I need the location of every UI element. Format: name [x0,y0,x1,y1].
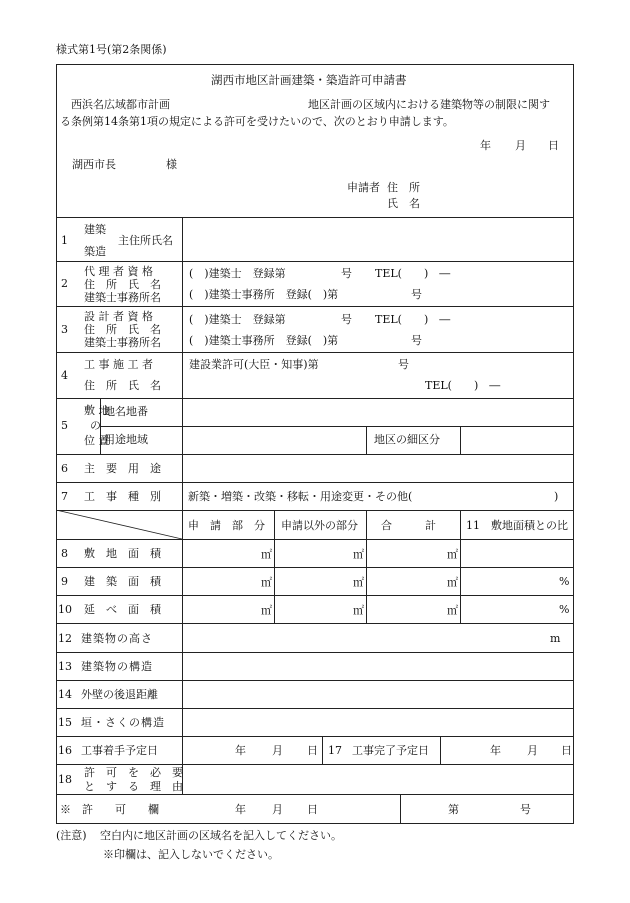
agent-registration-no-suffix: 号 [341,267,352,280]
row3-label-office: 建築士事務所名 [84,336,161,349]
row1-label-structure: 築造 [84,245,106,258]
row2-label-qualification: 代 理 者 資 格 [84,265,153,278]
approval-no-suffix: 号 [520,803,531,816]
end-date-month: 月 [527,744,538,757]
agent-office-no-suffix: 号 [411,288,422,301]
agent-office-registration: ( )建築士事務所 登録( )第 [189,288,339,301]
label-column-divider [182,217,183,794]
applicant-address-label: 住 所 [387,181,420,194]
rule [56,794,574,795]
notes-heading: (注意) [56,829,87,842]
rule [366,426,367,454]
row4-label-contractor: 工 事 施 工 者 [84,358,153,371]
unit-m2: ㎡ [353,576,364,589]
row17-label-end-date: 工事完了予定日 [352,744,429,757]
row-number: 2 [61,277,68,290]
date-year: 年 [480,139,491,152]
unit-percent: % [559,603,570,616]
row18-label-reason-2: と す る 理 由 [84,780,183,793]
work-type-close-paren: ) [554,490,559,503]
row15-label-fence: 垣・さくの構造 [81,716,165,729]
row-number: 10 [58,603,72,616]
col-header-total: 合 計 [381,519,436,532]
rule [56,764,574,765]
row9-label-building-area: 建 築 面 積 [84,575,161,588]
approval-date-month: 月 [272,803,283,816]
form-number: 様式第1号(第2条関係) [56,43,167,56]
rule [56,680,574,681]
approval-no-prefix: 第 [448,803,459,816]
unit-m2: ㎡ [261,576,272,589]
note-2: ※印欄は、記入しないでください。 [103,848,279,861]
rule [56,454,574,455]
row-number: 3 [61,323,68,336]
rule [460,510,461,623]
rule [56,652,574,653]
district-subdivision-label: 地区の細区分 [374,433,440,446]
row13-label-structure: 建築物の構造 [81,660,153,673]
intro-text-line1: 地区計画の区域内における建築物等の制限に関す [308,98,550,111]
unit-m2: ㎡ [353,604,364,617]
rule [56,482,574,483]
addressee: 湖西市長 [72,158,116,171]
row-number: 13 [58,660,72,673]
designer-office-no-suffix: 号 [411,334,422,347]
rule [56,736,574,737]
start-date-year: 年 [235,744,246,757]
approval-field-label: ※ 許 可 欄 [60,803,159,816]
col-header-application: 申 請 部 分 [188,519,265,532]
approval-date-day: 日 [307,803,318,816]
row-number: 17 [328,744,342,757]
rule [56,539,574,540]
start-date-month: 月 [272,744,283,757]
date-day: 日 [548,139,559,152]
rule [440,736,441,764]
row10-label-floor-area: 延 べ 面 積 [84,603,161,616]
row-number: 18 [58,773,72,786]
approval-date-year: 年 [235,803,246,816]
row4-label-address-name: 住 所 氏 名 [84,379,161,392]
rule [56,261,574,262]
contractor-tel: TEL( ) ― [425,379,501,392]
unit-m2: ㎡ [447,548,458,561]
unit-percent: % [559,575,570,588]
row-number: 9 [61,575,68,588]
row-number: 6 [61,462,68,475]
unit-m2: ㎡ [261,604,272,617]
date-month: 月 [515,139,526,152]
designer-registration-no-suffix: 号 [341,313,352,326]
designer-tel: TEL( ) ― [375,313,451,326]
col-header-ratio: 11 敷地面積との比 [466,519,568,532]
rule [56,398,574,399]
row18-label-reason-1: 許 可 を 必 要 [84,766,183,779]
row-number: 14 [58,688,72,701]
rule [56,306,574,307]
end-date-year: 年 [490,744,501,757]
row3-label-address-name: 住 所 氏 名 [84,323,161,336]
unit-m2: ㎡ [447,576,458,589]
row5-label-of: の [90,419,101,432]
rule [56,217,574,218]
row-number: 12 [58,632,72,645]
row14-label-setback: 外壁の後退距離 [81,688,158,701]
row-number: 1 [61,234,68,247]
addressee-honorific: 様 [166,158,177,171]
row1-label-building: 建築 [84,223,106,236]
applicant-label: 申請者 [347,181,380,194]
rule [100,426,574,427]
row3-label-qualification: 設 計 者 資 格 [84,310,153,323]
zoning-label: 用途地域 [104,433,148,446]
agent-architect-registration: ( )建築士 登録第 [189,267,286,280]
rule [56,623,574,624]
rule [56,595,574,596]
contractor-license-suffix: 号 [398,358,409,371]
row-number: 16 [58,744,72,757]
intro-text-line2: る条例第14条第1項の規定による許可を受けたいので、次のとおり申請します。 [60,115,454,128]
rule [56,708,574,709]
rule [400,794,401,824]
unit-m2: ㎡ [261,548,272,561]
work-type-options: 新築・増築・改築・移転・用途変更・その他( [188,490,413,503]
contractor-license: 建設業許可(大臣・知事)第 [189,358,319,371]
unit-m2: ㎡ [353,548,364,561]
note-1: 空白内に地区計画の区域名を記入してください。 [100,829,342,842]
row2-label-office: 建築士事務所名 [84,291,161,304]
designer-office-registration: ( )建築士事務所 登録( )第 [189,334,339,347]
col-header-other: 申請以外の部分 [281,519,358,532]
row12-label-height: 建築物の高さ [81,632,153,645]
rule [460,426,461,454]
agent-tel: TEL( ) ― [375,267,451,280]
row2-label-address-name: 住 所 氏 名 [84,278,161,291]
designer-architect-registration: ( )建築士 登録第 [189,313,286,326]
row-number: 15 [58,716,72,729]
rule [274,510,275,623]
row16-label-start-date: 工事着手予定日 [81,744,158,757]
row-number: 4 [61,369,68,382]
unit-m2: ㎡ [447,604,458,617]
header-diagonal-line [56,510,182,539]
end-date-day: 日 [561,744,572,757]
row1-label-owner: 主住所氏名 [118,234,173,247]
row-number: 8 [61,547,68,560]
rule [56,567,574,568]
row8-label-site-area: 敷 地 面 積 [84,547,161,560]
site-address-label: 地名地番 [104,405,148,418]
row5-label-site: 敷 地 [84,404,110,417]
rule [56,352,574,353]
row-number: 7 [61,490,68,503]
start-date-day: 日 [307,744,318,757]
rule [366,510,367,623]
rule [322,736,323,764]
intro-city-plan: 西浜名広域都市計画 [71,98,170,111]
row-number: 5 [61,419,68,432]
row6-label-main-use: 主 要 用 途 [84,462,161,475]
row7-label-work-type: 工 事 種 別 [84,490,161,503]
applicant-name-label: 氏 名 [387,197,420,210]
unit-meter: m [550,632,561,645]
form-title: 湖西市地区計画建築・築造許可申請書 [211,73,407,87]
row5-label-location: 位 置 [84,434,110,447]
